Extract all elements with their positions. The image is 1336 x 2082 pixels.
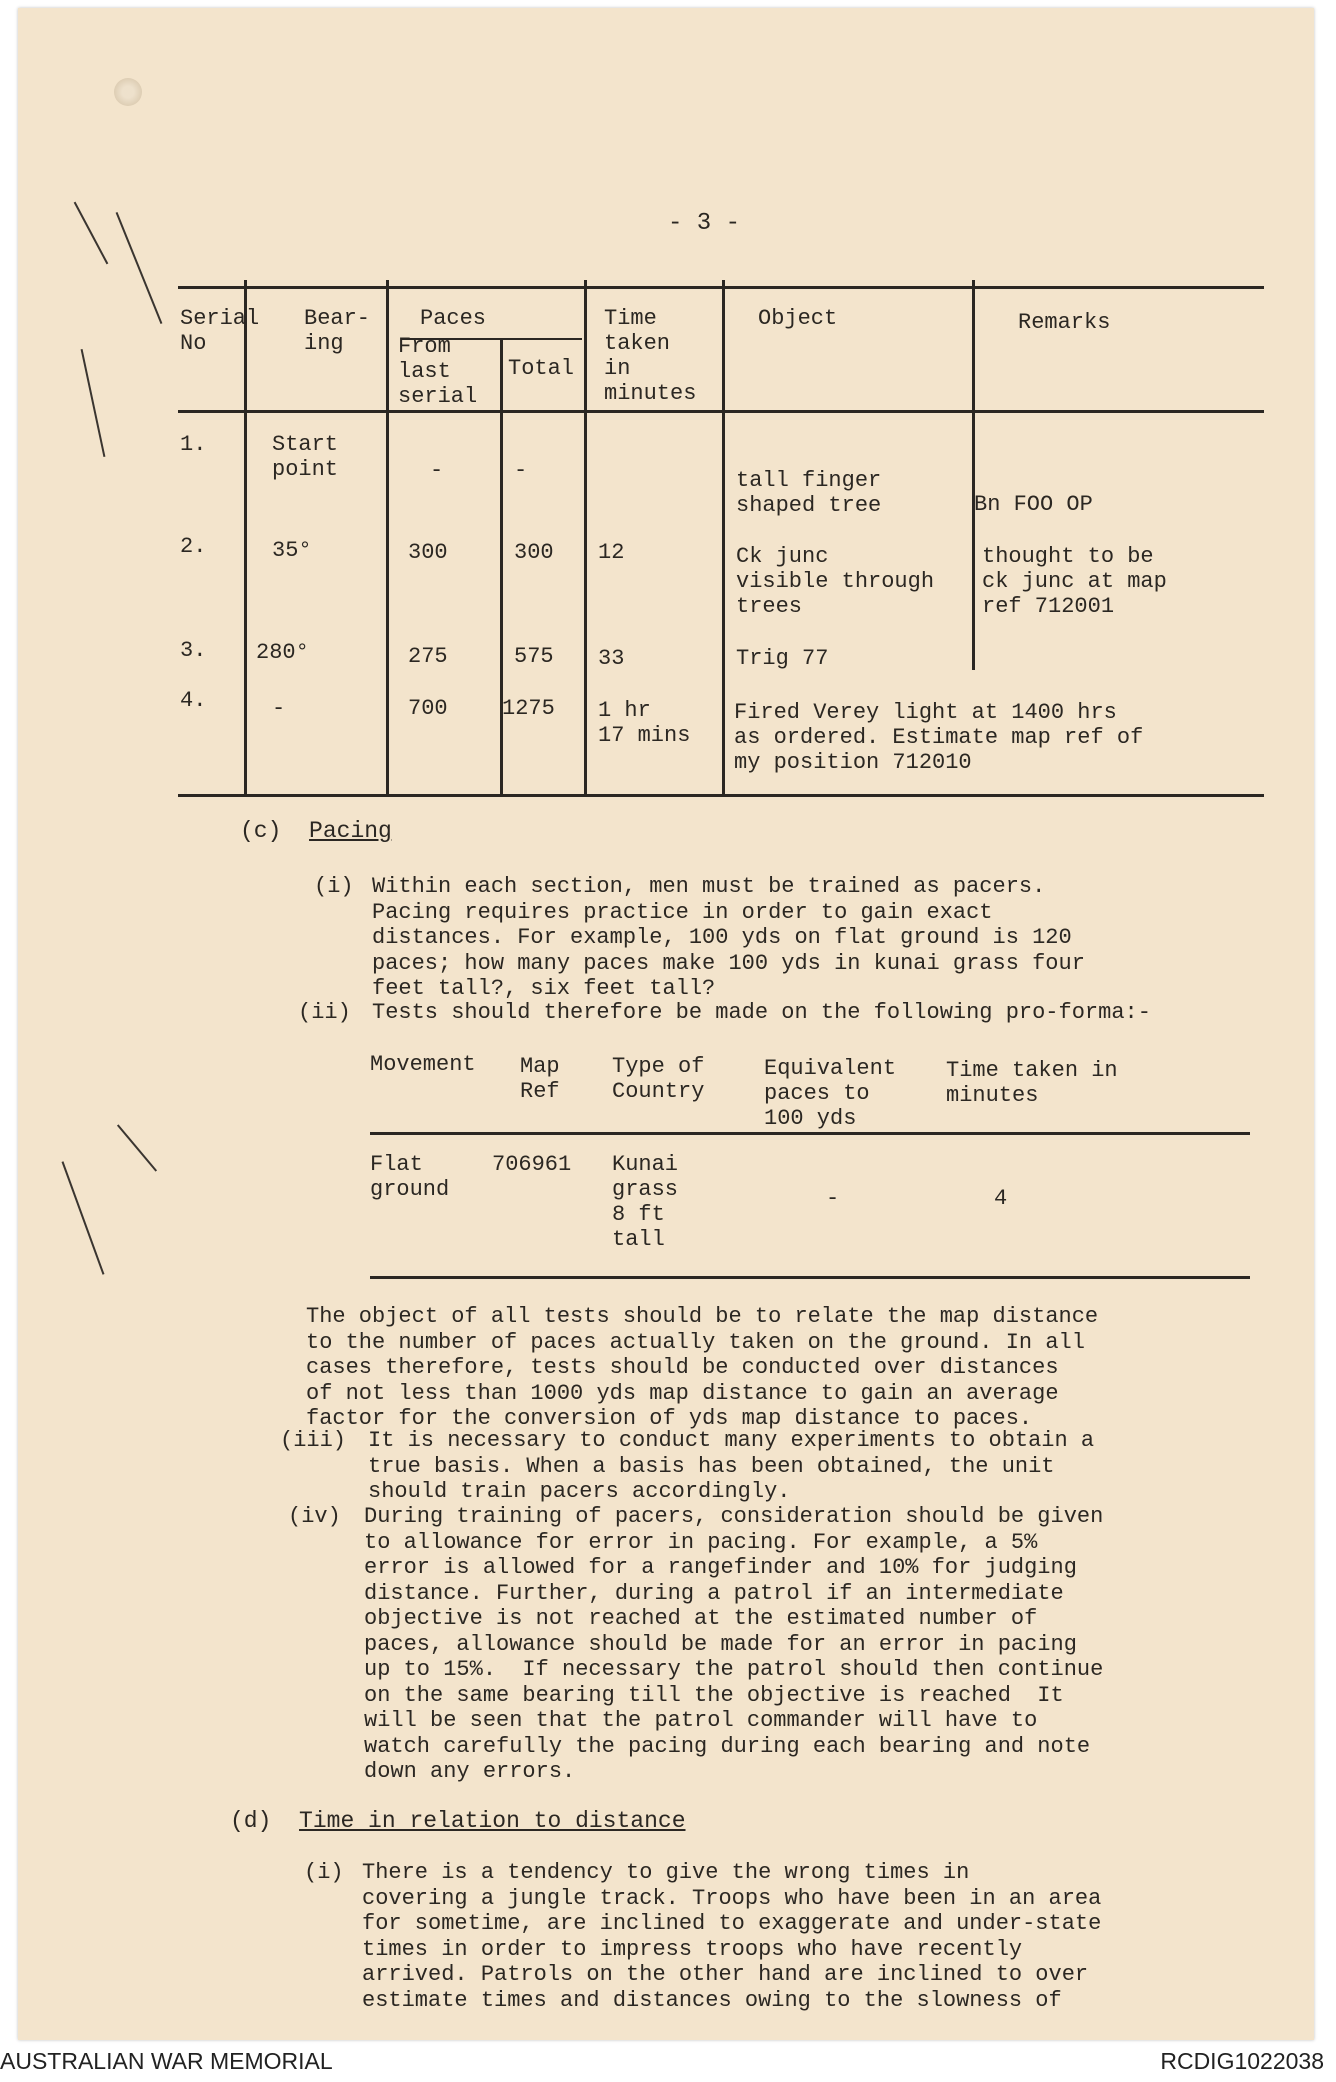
margin-mark xyxy=(117,1124,157,1171)
table-row-4-total: 1275 xyxy=(502,696,555,721)
tests-object-paragraph: The object of all tests should be to relate the map distance to the number of paces actually taken on the ground. In all cases therefore, tests should be conducted over distances of not less than 1000 yds map distance to gain an average factor for the conversion of yds map distance to paces. xyxy=(306,1304,1099,1431)
pf-row-equivalent: - xyxy=(826,1186,840,1211)
table-row-1-serial: 1. xyxy=(180,432,207,457)
col-header-serial: Serial No xyxy=(180,306,260,356)
table-row-3-object: Trig 77 xyxy=(736,646,829,671)
col-header-paces: Paces xyxy=(420,306,487,331)
table-row-1-from-last: - xyxy=(430,458,444,483)
col-header-object: Object xyxy=(758,306,838,331)
table-row-4-bearing: - xyxy=(272,696,286,721)
section-c-heading xyxy=(240,818,392,844)
section-d-title: Time in relation to distance xyxy=(299,1808,686,1834)
table-row-1-total: - xyxy=(514,458,528,483)
pf-row-movement: Flat ground xyxy=(370,1152,450,1202)
pacing-point-iv-text: During training of pacers, consideration should be given to allowance for error in pacing. For example, a 5% error is allowed for a rangefinder and 10% for judging distance. Further, during a patrol if an intermediate objective is not reached at the estimated number of paces, allowance should be made for an error in pacing up to 15%. If necessary the patrol should then continue on the same bearing till the objective is reached It will be seen that the patrol commander will have to watch carefully the pacing during each bearing and note down any errors. xyxy=(364,1504,1104,1784)
pacing-point-i-label: (i) xyxy=(314,874,354,899)
margin-mark xyxy=(116,212,163,324)
table-row-2-time: 12 xyxy=(598,540,625,565)
col-header-from-last: From last serial xyxy=(398,334,478,409)
table-row-2-serial: 2. xyxy=(180,534,207,559)
pf-row-type-country: Kunai grass 8 ft tall xyxy=(612,1152,679,1252)
pacing-point-iii-text: It is necessary to conduct many experiments to obtain a true basis. When a basis has been obtained, the unit should train pacers accordingly. xyxy=(368,1428,1095,1504)
pacing-point-iii-label: (iii) xyxy=(280,1428,347,1453)
section-d-heading xyxy=(230,1808,686,1834)
margin-mark xyxy=(74,202,109,265)
col-header-bearing: Bear- ing xyxy=(304,306,371,356)
table-row-3-time: 33 xyxy=(598,646,625,671)
margin-mark xyxy=(81,349,106,457)
table-row-4-serial: 4. xyxy=(180,688,207,713)
pf-header-movement: Movement xyxy=(370,1052,476,1077)
section-d-label: (d) xyxy=(230,1808,272,1834)
pacing-point-ii-text: Tests should therefore be made on the following pro-forma:- xyxy=(372,1000,1151,1025)
table-row-3-total: 575 xyxy=(514,644,554,669)
pf-header-time-taken: Time taken in minutes xyxy=(946,1058,1118,1108)
pacing-point-i-text: Within each section, men must be trained as pacers. Pacing requires practice in order to gain exact distances. For example, 100 yds on flat ground is 120 paces; how many paces make 100 yds in kunai grass four feet tall?, six feet tall? xyxy=(372,874,1085,1001)
table-row-4-object: Fired Verey light at 1400 hrs as ordered. Estimate map ref of my position 712010 xyxy=(734,700,1144,775)
pf-header-equivalent: Equivalent paces to 100 yds xyxy=(764,1056,897,1131)
pf-row-time-taken: 4 xyxy=(994,1186,1008,1211)
table-row-3-bearing: 280° xyxy=(256,640,309,665)
table-row-4-from-last: 700 xyxy=(408,696,448,721)
table-row-2-object: Ck junc visible through trees xyxy=(736,544,935,619)
pf-header-type-country: Type of Country xyxy=(612,1054,705,1104)
pf-row-map-ref: 706961 xyxy=(492,1152,572,1177)
pacing-point-ii-label: (ii) xyxy=(298,1000,351,1025)
table-row-1-object: tall finger shaped tree xyxy=(736,468,882,518)
time-point-i-label: (i) xyxy=(304,1860,344,1885)
table-row-1-bearing: Start point xyxy=(272,432,339,482)
col-header-time: Time taken in minutes xyxy=(604,306,697,406)
section-c-title: Pacing xyxy=(309,818,392,844)
document-page xyxy=(18,8,1314,2040)
footer-catalogue-id: RCDIG1022038 xyxy=(1160,2048,1324,2074)
pacing-point-iv-label: (iv) xyxy=(288,1504,341,1529)
table-row-3-serial: 3. xyxy=(180,638,207,663)
page-number: - 3 - xyxy=(668,210,741,237)
pf-header-map-ref: Map Ref xyxy=(520,1054,560,1104)
table-row-1-remarks: Bn FOO OP xyxy=(974,492,1093,517)
table-row-2-total: 300 xyxy=(514,540,554,565)
punch-hole xyxy=(114,78,142,106)
margin-mark xyxy=(62,1161,105,1274)
table-row-2-remarks: thought to be ck junc at map ref 712001 xyxy=(982,544,1167,619)
footer-source: AUSTRALIAN WAR MEMORIAL xyxy=(0,2048,333,2074)
table-row-2-from-last: 300 xyxy=(408,540,448,565)
table-row-2-bearing: 35° xyxy=(272,538,312,563)
section-c-label: (c) xyxy=(240,818,282,844)
col-header-total: Total xyxy=(508,356,575,381)
table-row-4-time: 1 hr 17 mins xyxy=(598,698,691,748)
table-row-3-from-last: 275 xyxy=(408,644,448,669)
time-point-i-text: There is a tendency to give the wrong times in covering a jungle track. Troops who have been in an area for sometime, are inclined to exaggerate and under-state times in order to impress troops who have recently arrived. Patrols on the other hand are inclined to over estimate times and distances owing to the slowness of xyxy=(362,1860,1102,2013)
col-header-remarks: Remarks xyxy=(1018,310,1111,335)
